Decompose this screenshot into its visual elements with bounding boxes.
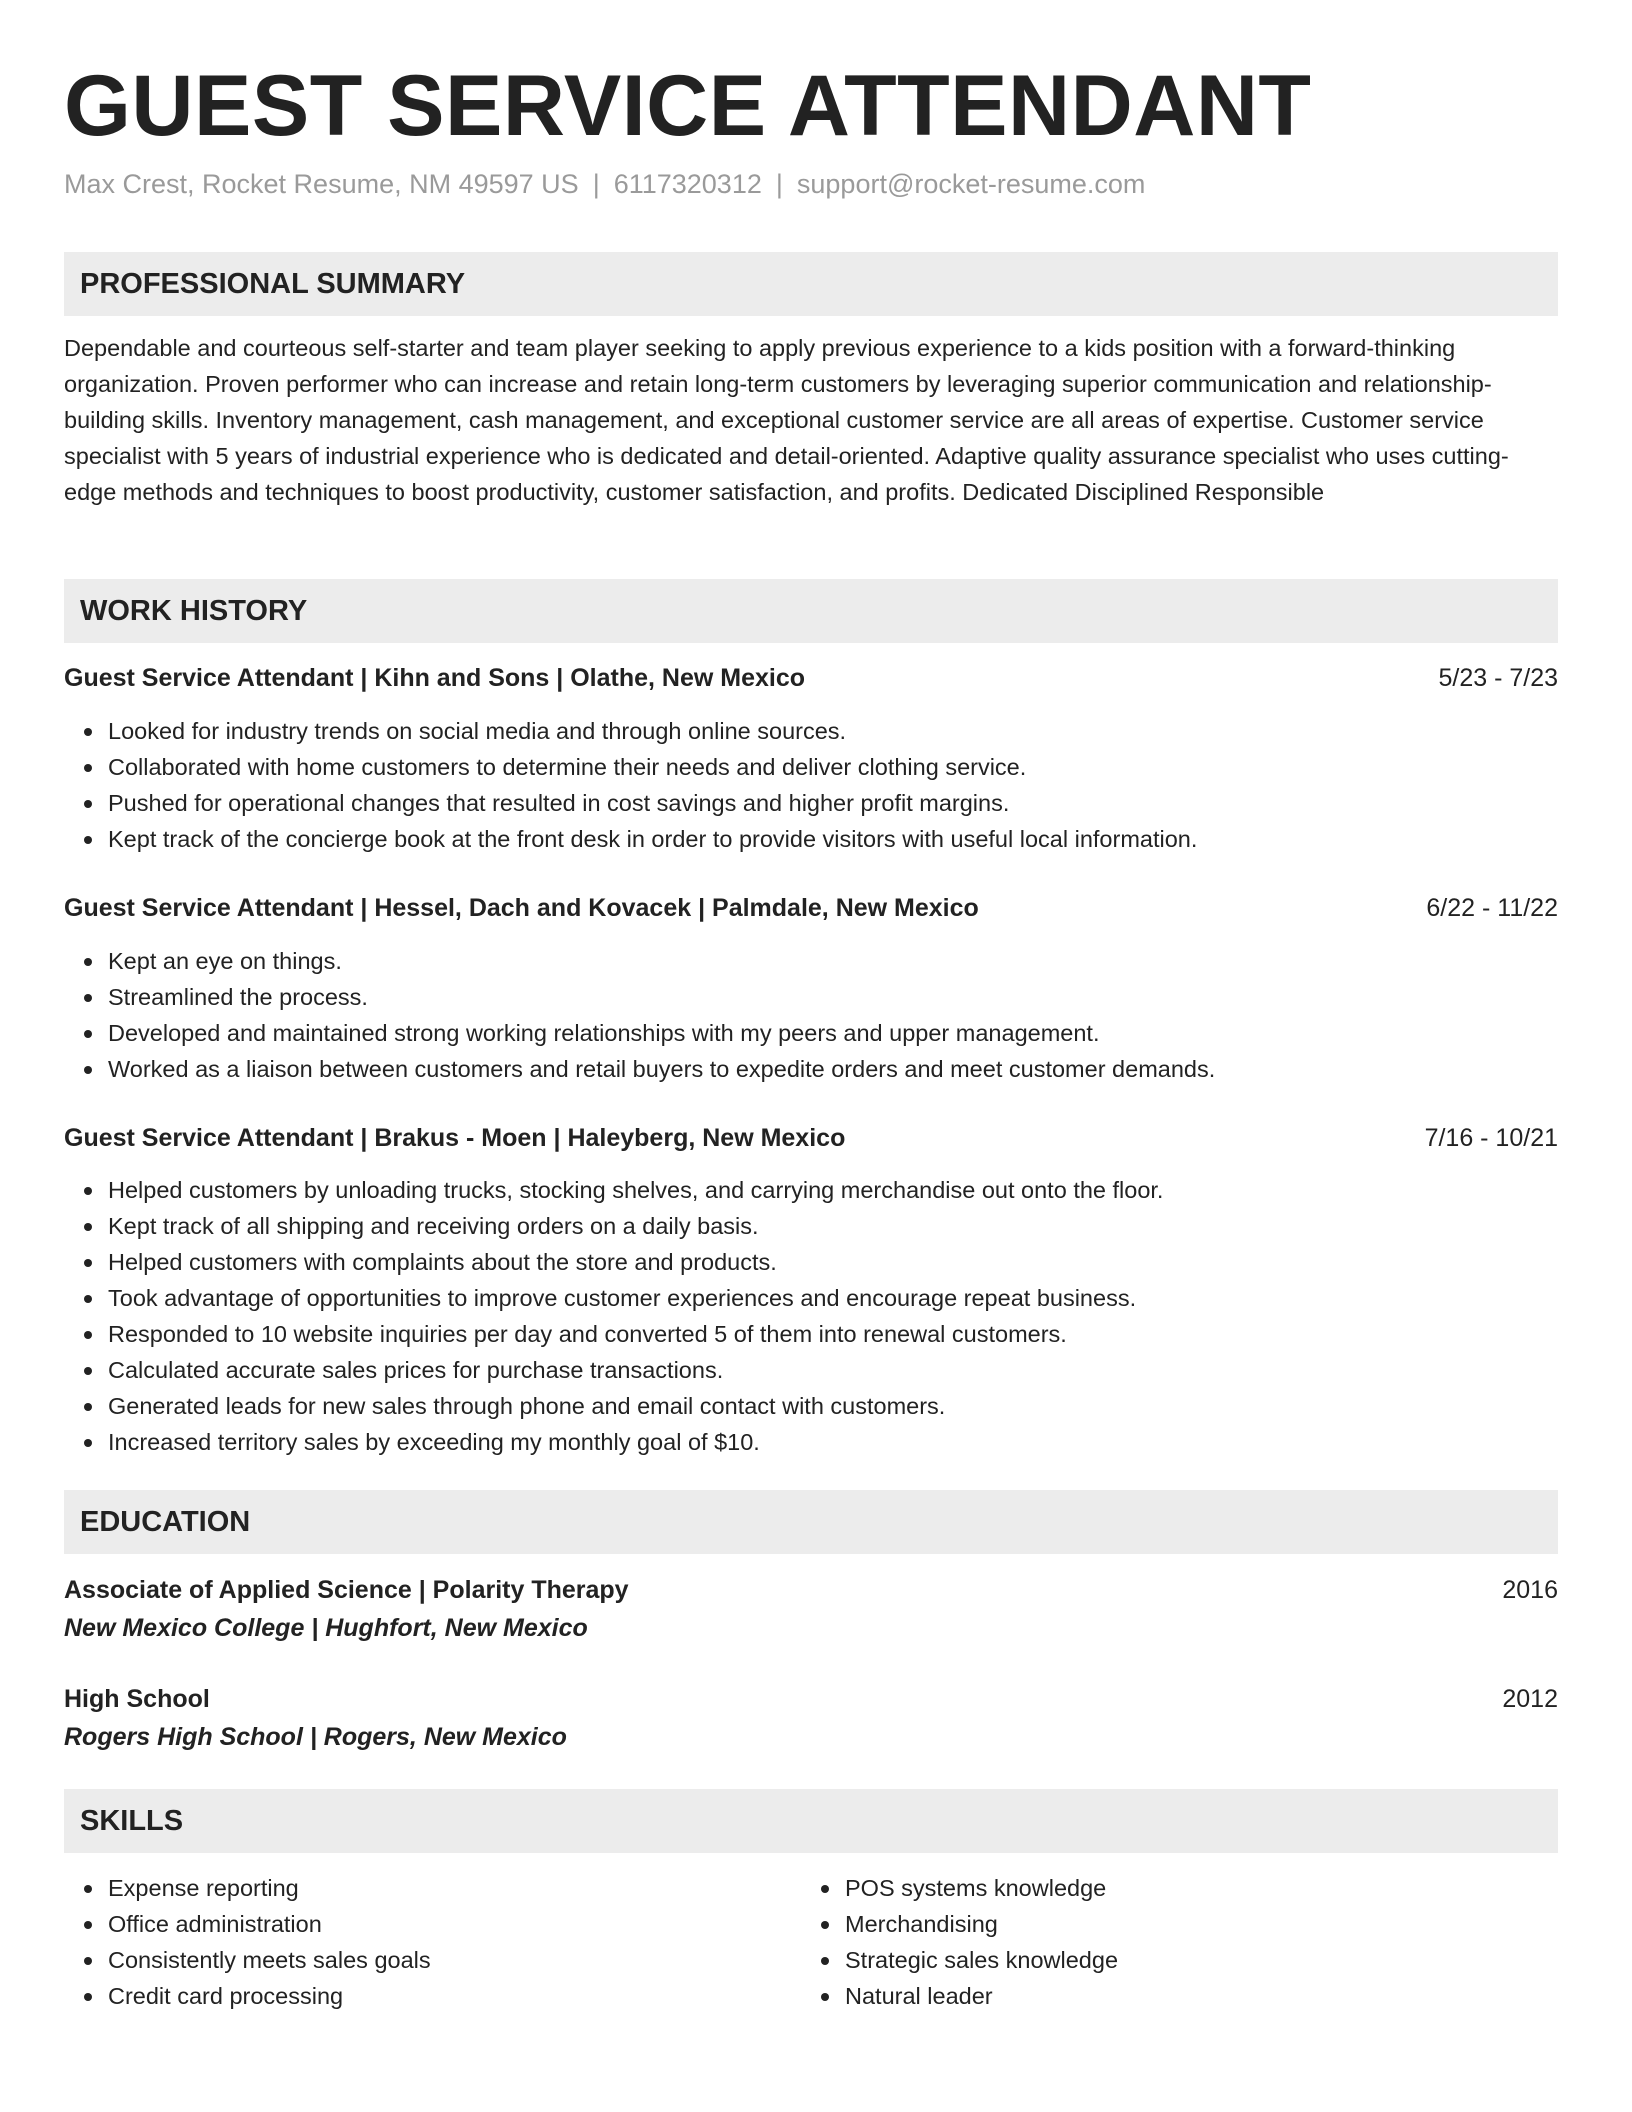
contact-phone: 6117320312 bbox=[613, 169, 762, 199]
job-bullets bbox=[64, 1172, 1163, 1460]
skill-item: Office administration bbox=[108, 1906, 431, 1942]
list-item: Kept an eye on things. bbox=[108, 943, 1215, 979]
job-title-row bbox=[64, 660, 1558, 696]
skill-item: Merchandising bbox=[845, 1906, 1118, 1942]
job-bullets bbox=[64, 943, 1215, 1087]
summary-text: Dependable and courteous self-starter and team player seeking to apply previous experience to a kids position with a forward-thinking organization. Proven performer who can increase and retain long-term customers by leveraging superior communication and relationship-building skills. Inventory management, cash management, and exceptional customer service are all areas of expertise. Customer service specialist with 5 years of industrial experience who is dedicated and detail-oriented. Adaptive quality assurance specialist who uses cutting-edge methods and techniques to boost productivity, customer satisfaction, and profits. Dedicated Disciplined Responsible bbox=[64, 335, 1509, 505]
job-bullets bbox=[64, 713, 1197, 857]
education-degree: High School bbox=[64, 1685, 210, 1713]
job-title-row bbox=[64, 1120, 1558, 1156]
education-year: 2012 bbox=[1502, 1685, 1558, 1713]
job-title: Guest Service Attendant | Hessel, Dach and Kovacek | Palmdale, New Mexico bbox=[64, 894, 979, 922]
skills-list-left bbox=[64, 1870, 431, 2014]
contact-line bbox=[64, 164, 1145, 204]
list-item: Helped customers with complaints about the store and products. bbox=[108, 1244, 1163, 1280]
list-item: Developed and maintained strong working relationships with my peers and upper management. bbox=[108, 1015, 1215, 1051]
candidate-name: GUEST SERVICE ATTENDANT bbox=[64, 58, 1312, 154]
skill-item: Strategic sales knowledge bbox=[845, 1942, 1118, 1978]
list-item: Calculated accurate sales prices for purchase transactions. bbox=[108, 1352, 1163, 1388]
education-degree-row bbox=[64, 1681, 1558, 1717]
list-item: Took advantage of opportunities to improve customer experiences and encourage repeat business. bbox=[108, 1280, 1163, 1316]
job-title-row bbox=[64, 890, 1558, 926]
contact-address: Max Crest, Rocket Resume, NM 49597 US bbox=[64, 169, 579, 199]
job-dates: 7/16 - 10/21 bbox=[1424, 1124, 1558, 1152]
list-item: Streamlined the process. bbox=[108, 979, 1215, 1015]
list-item: Pushed for operational changes that resulted in cost savings and higher profit margins. bbox=[108, 785, 1197, 821]
contact-separator: | bbox=[592, 169, 600, 199]
section-header-work-history bbox=[64, 579, 1558, 643]
education-school: Rogers High School | Rogers, New Mexico bbox=[64, 1723, 567, 1751]
list-item: Kept track of all shipping and receiving orders on a daily basis. bbox=[108, 1208, 1163, 1244]
list-item: Collaborated with home customers to determine their needs and deliver clothing service. bbox=[108, 749, 1197, 785]
section-title-education: EDUCATION bbox=[80, 1506, 251, 1538]
section-header-summary bbox=[64, 252, 1558, 316]
skill-item: Natural leader bbox=[845, 1978, 1118, 2014]
skill-item: Consistently meets sales goals bbox=[108, 1942, 431, 1978]
list-item: Generated leads for new sales through phone and email contact with customers. bbox=[108, 1388, 1163, 1424]
contact-separator: | bbox=[775, 169, 783, 199]
job-dates: 6/22 - 11/22 bbox=[1426, 894, 1558, 922]
education-degree-row bbox=[64, 1572, 1558, 1608]
job-title: Guest Service Attendant | Kihn and Sons | Olathe, New Mexico bbox=[64, 664, 805, 692]
job-dates: 5/23 - 7/23 bbox=[1438, 664, 1558, 692]
skill-item: Expense reporting bbox=[108, 1870, 431, 1906]
list-item: Increased territory sales by exceeding my monthly goal of $10. bbox=[108, 1424, 1163, 1460]
list-item: Kept track of the concierge book at the front desk in order to provide visitors with useful local information. bbox=[108, 821, 1197, 857]
job-title: Guest Service Attendant | Brakus - Moen | Haleyberg, New Mexico bbox=[64, 1124, 846, 1152]
education-school: New Mexico College | Hughfort, New Mexico bbox=[64, 1614, 588, 1642]
education-year: 2016 bbox=[1502, 1576, 1558, 1604]
education-degree: Associate of Applied Science | Polarity Therapy bbox=[64, 1576, 629, 1604]
section-header-skills bbox=[64, 1789, 1558, 1853]
skill-item: POS systems knowledge bbox=[845, 1870, 1118, 1906]
list-item: Looked for industry trends on social media and through online sources. bbox=[108, 713, 1197, 749]
section-title-skills: SKILLS bbox=[80, 1805, 184, 1837]
list-item: Worked as a liaison between customers and retail buyers to expedite orders and meet customer demands. bbox=[108, 1051, 1215, 1087]
section-title-summary: PROFESSIONAL SUMMARY bbox=[80, 268, 466, 300]
list-item: Responded to 10 website inquiries per day and converted 5 of them into renewal customers. bbox=[108, 1316, 1163, 1352]
list-item: Helped customers by unloading trucks, stocking shelves, and carrying merchandise out onto the floor. bbox=[108, 1172, 1163, 1208]
section-title-work-history: WORK HISTORY bbox=[80, 595, 308, 627]
skill-item: Credit card processing bbox=[108, 1978, 431, 2014]
contact-email: support@rocket-resume.com bbox=[796, 169, 1146, 199]
section-header-education bbox=[64, 1490, 1558, 1554]
skills-list-right bbox=[801, 1870, 1118, 2014]
